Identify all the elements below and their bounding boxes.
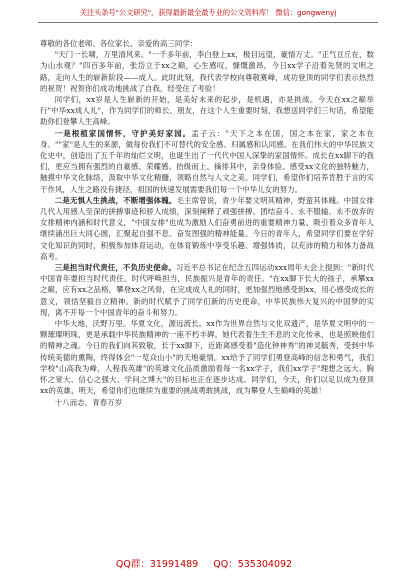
paragraph-point-one: [40, 128, 374, 195]
page-footer: [0, 556, 408, 572]
heading-point-two: 二是无惧人生挑战，不断增强体魄。: [54, 195, 177, 205]
paragraph-intro: "天门一长啸，万里清风来。"一千多年前，李白登上xx，极目远望，豪情万丈。"正气亘丘在，数为山水观？"四百多年前，张岱立于xx之巅，心生感叹，慷慨激昂。今日xx学子沿着先贤的文明之路，走向人生的崭新阶段——成人。此时此刻，我代表学校向尊敬赛峰，成功登顶的同学们表示热烈的祝贺！祝贺你们成功地挑战了自我，经受住了考验！: [40, 50, 374, 93]
footer-qq: QQ：535304092: [213, 559, 293, 570]
footer-qq-group: QQ群：31991489: [115, 559, 199, 570]
paragraph-point-three: [40, 262, 374, 318]
heading-point-three: 三是担当时代责任，不负历史使命。: [54, 263, 176, 273]
salutation: 尊敬的各位老师、各位家长、亲爱的高三同学：: [40, 39, 198, 48]
point-three-text: 习近平总书记在纪念五四运动xxx周年大会上提到："新时代中国青年要担当时代责任。时代呼唤担当，民族振兴是青年的责任。"在xx脚下长大的孩子，承攀xx之巅，应有xx之品格，攀登xx之风骨，在完成成人礼的同时，更加强烈地感受到xx，用心感受成长的意义，领悟坚毅自立精神。新的时代赋予了同学们新的历史使命，中华民族伟大复兴的中国梦的实现，离不开每一个中国青年的奋斗和努力。: [40, 263, 374, 317]
speech-body: [40, 38, 374, 546]
closing-line: 十八而志，青春万岁: [54, 397, 123, 407]
header-text: 关注头条号"公文研究"，获得最新最全最专业的公文资料库！ 微信：gongwenyj: [79, 8, 337, 17]
paragraph-point-two: [40, 195, 374, 262]
point-one-text: 孟子云："天下之本在国，国之本在家，家之本在身。""家"是人生的来源，做每份我们不可替代的安全感、归属感和认同感。在我们伟大的中华民族文化史中，创造出了五千年的灿烂文明，也诞生出了一代代中国人深挚的家国情怀。成长在xx脚下的我们，更应当拥有强烈的自豪感、荣耀感。抬级而上、摘徘其中，亲身体验、感受xx文化的独特魅力，触摸中华文化脉络，汲取中华文化精髓，领略自然与人文之美。同学们，希望你们培养肯胜于言的实干作风，人生之路没有捷径，祖国的快速发展需要我们每一个中华儿女的努力。: [40, 128, 374, 194]
paragraph-three-words: 同学们，xx岁是人生崭新的开始，是美好未来的起步，是机遇，亦是挑战。今天在xx之巅举行"中华xx成人礼"，作为同学们的师长、朋友，在这个人生重要时刻，我想送同学们三句话，希望能助你们登攀人生高峰。: [40, 95, 374, 127]
point-two-text: 毛主席曾说，青少年要文明其精神，野蛮其体魄。中国女排几代人用感人至深的拼搏事迹和骄人成绩，深刻阐释了顽强拼搏、团结奋斗、永不服输、永不放弃的女排精神内涵和时代意义，"中国女排"也成为激励人们奋勇前进的重要精神力量。吸引着众多青年人继续涌出巨大同心圆，汇聚起自强不息、奋发图强的精神能量。今日的青年人，希望同学们要在学好文化知识的同时，积极参加体育运动，在体育锻炼中享受乐趣、增强体质，以充沛的精力和体力备战高考。: [40, 195, 374, 261]
page-header-banner: [38, 4, 378, 23]
paragraph-conclusion: 中华大地，沃野万里。华夏文化，源远流长。xx作为世界自然与文化双遗产，是华夏文明中的一颗璀璨明珠，更是承载中华民族精神的一座不朽丰碑。她代表着生生不息的文化传承，也是照映他们的精神之魂。今日的我们向其致敬，长于xx脚下，近距离感受着"造化钟神秀"的神灵毓秀，受到中华传统美德的熏陶，终得体会"一览众山小"的天地豪情。xx给予了同学们勇登高峰的信念和勇气，我们学校"山高我为峰，人程我英雄"的英雄文化品质激励着每一名xx学子，我们xx学子"理想之远大、胸怀之宽大、信心之强大、学问之博大"的目标也正在逐步达成。同学们，今天，你们以足以成为登顶xx的英雄，明天，希望你们也继续为重要的挑战勇敢挑战，成为攀登人生巅峰的英雄！: [40, 319, 374, 396]
heading-point-one: 一是根植家国情怀，守护美好家园。: [54, 128, 192, 138]
